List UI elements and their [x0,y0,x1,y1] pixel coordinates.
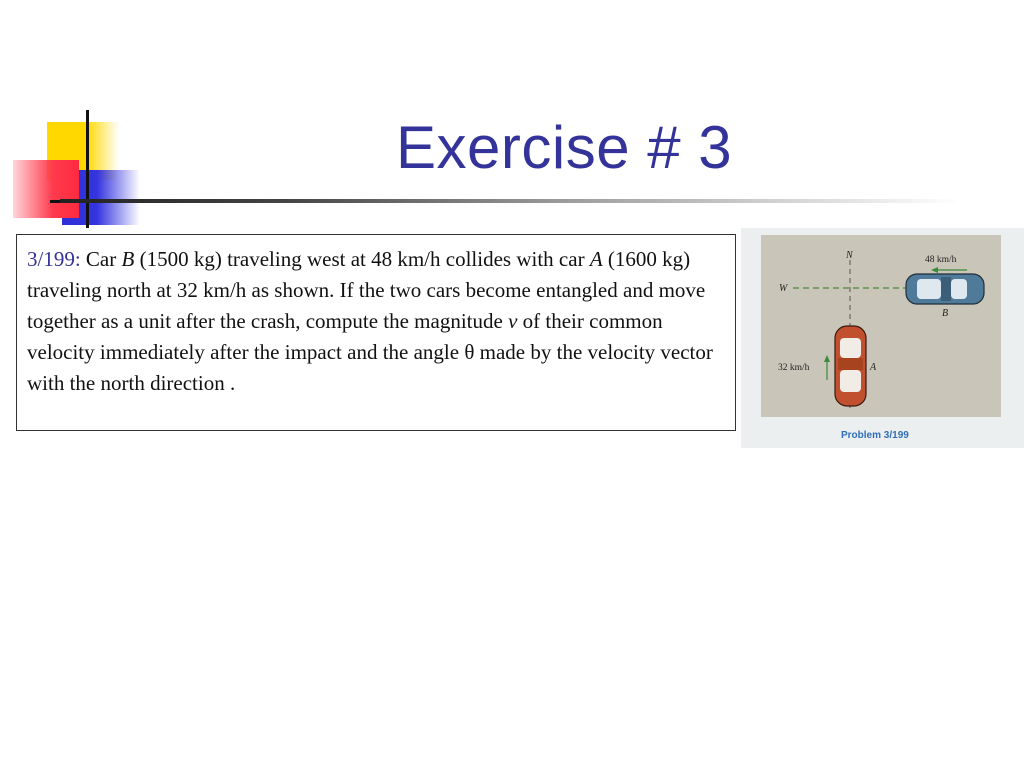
problem-figure [741,228,1024,448]
car-b-label: B [942,308,949,319]
car-a-symbol: A [589,247,603,271]
car-b [906,274,984,304]
problem-text: (1500 kg) traveling west at 48 km/h collides with car [134,247,590,271]
car-b-symbol: B [121,247,135,271]
slide-logo [0,0,160,240]
car-a [835,326,866,406]
problem-text: of their common velocity immediately after the impact and the angle θ made by the velocity vector with the north direction . [27,309,713,395]
slide-title: Exercise # 3 [396,114,733,181]
problem-number: 3/199: [27,247,81,271]
figure-panel [761,235,1001,417]
problem-statement [16,234,736,431]
car-a-label: A [870,362,877,373]
north-label: N [846,250,853,261]
logo-red-square [13,160,79,218]
car-a-speed: 32 km/h [778,363,810,373]
figure-caption: Problem 3/199 [841,430,909,441]
collision-diagram [741,228,1024,448]
problem-text: (1600 kg) traveling north at 32 km/h as shown. If the two cars become entangled and move together as a unit after the crash, compute the magnitude [27,247,706,333]
car-b-speed: 48 km/h [925,255,957,265]
west-label: W [779,283,788,294]
velocity-symbol: v [508,309,518,333]
logo-vertical-line [86,110,89,228]
problem-text: Car [80,247,122,271]
title-underline [60,199,960,203]
